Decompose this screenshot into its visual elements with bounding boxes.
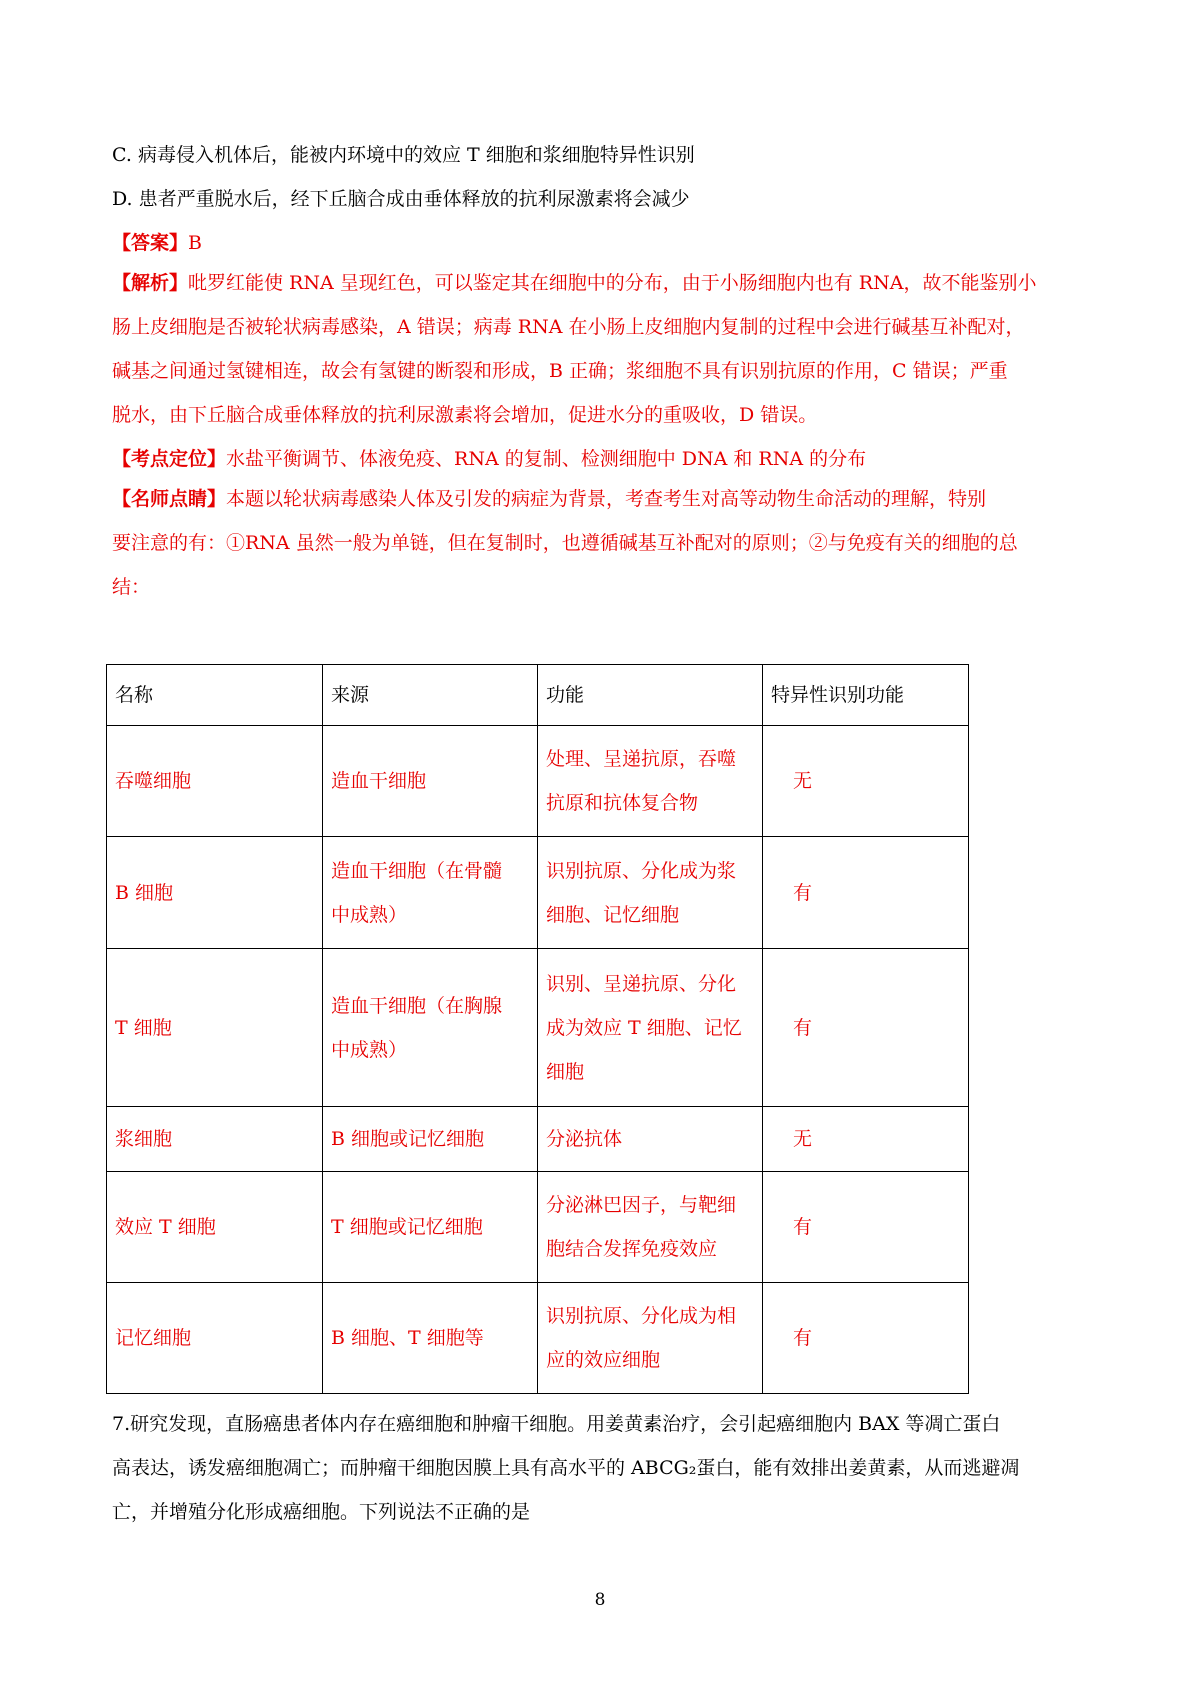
cell-source: B 细胞、T 细胞等 — [323, 1283, 538, 1394]
tips-line: 【名师点睛】本题以轮状病毒感染人体及引发的病症为背景，考查考生对高等动物生命活动的理解，特别 — [112, 488, 987, 510]
keypoint-value: 水盐平衡调节、体液免疫、RNA 的复制、检测细胞中 DNA 和 RNA 的分布 — [226, 448, 867, 470]
question-7 — [112, 1402, 1102, 1534]
analysis-line: 碱基之间通过氢键相连，故会有氢键的断裂和形成，B 正确；浆细胞不具有识别抗原的作用，C 错误；严重 — [112, 360, 1008, 382]
answer-value: B — [188, 232, 202, 254]
cell-name: 浆细胞 — [107, 1107, 323, 1172]
question-line: 亡，并增殖分化形成癌细胞。下列说法不正确的是 — [112, 1501, 531, 1523]
tips-label: 【名师点睛】 — [112, 488, 227, 510]
cell-function: 识别抗原、分化成为相 应的效应细胞 — [538, 1283, 763, 1394]
keypoint-line — [112, 446, 1102, 472]
cell-recognition: 无 — [763, 726, 969, 837]
header-name: 名称 — [107, 665, 323, 726]
question-line: 7.研究发现，直肠癌患者体内存在癌细胞和肿瘤干细胞。用姜黄素治疗，会引起癌细胞内 BAX 等凋亡蛋白 — [112, 1413, 1001, 1435]
answer-line — [112, 230, 1102, 256]
cell-recognition: 有 — [763, 1283, 969, 1394]
table-row — [107, 1172, 969, 1283]
table-row — [107, 1283, 969, 1394]
cell-name: B 细胞 — [107, 837, 323, 949]
cell-name: 吞噬细胞 — [107, 726, 323, 837]
immune-cell-table — [106, 664, 969, 1394]
cell-function: 识别抗原、分化成为浆 细胞、记忆细胞 — [538, 837, 763, 949]
cell-name: 效应 T 细胞 — [107, 1172, 323, 1283]
tips-block — [112, 477, 1102, 609]
cell-source: T 细胞或记忆细胞 — [323, 1172, 538, 1283]
cell-source: B 细胞或记忆细胞 — [323, 1107, 538, 1172]
header-recognition: 特异性识别功能 — [763, 665, 969, 726]
option-d: D. 患者严重脱水后，经下丘脑合成由垂体释放的抗利尿激素将会减少 — [112, 188, 690, 210]
analysis-line: 肠上皮细胞是否被轮状病毒感染，A 错误；病毒 RNA 在小肠上皮细胞内复制的过程中会进行碱基互补配对， — [112, 316, 1025, 338]
tips-line: 结： — [112, 576, 151, 598]
keypoint-label: 【考点定位】 — [112, 448, 227, 470]
cell-source: 造血干细胞（在骨髓 中成熟） — [323, 837, 538, 949]
cell-function: 分泌抗体 — [538, 1107, 763, 1172]
option-c: C. 病毒侵入机体后，能被内环境中的效应 T 细胞和浆细胞特异性识别 — [112, 144, 695, 166]
cell-function: 分泌淋巴因子，与靶细 胞结合发挥免疫效应 — [538, 1172, 763, 1283]
analysis-label: 【解析】 — [112, 272, 189, 294]
analysis-line: 【解析】吡罗红能使 RNA 呈现红色，可以鉴定其在细胞中的分布，由于小肠细胞内也有 RNA，故不能鉴别小 — [112, 272, 1037, 294]
table-row — [107, 837, 969, 949]
cell-name: 记忆细胞 — [107, 1283, 323, 1394]
cell-recognition: 有 — [763, 837, 969, 949]
analysis-line: 脱水，由下丘脑合成垂体释放的抗利尿激素将会增加，促进水分的重吸收，D 错误。 — [112, 404, 818, 426]
cell-name: T 细胞 — [107, 949, 323, 1107]
table-row — [107, 1107, 969, 1172]
analysis-block — [112, 261, 1102, 437]
cell-function: 处理、呈递抗原，吞噬 抗原和抗体复合物 — [538, 726, 763, 837]
question-line: 高表达，诱发癌细胞凋亡；而肿瘤干细胞因膜上具有高水平的 ABCG₂蛋白，能有效排出姜黄素，从而逃避凋 — [112, 1457, 1020, 1479]
tips-line: 要注意的有：①RNA 虽然一般为单链，但在复制时，也遵循碱基互补配对的原则；②与免疫有关的细胞的总 — [112, 532, 1018, 554]
table-row — [107, 949, 969, 1107]
cell-recognition: 有 — [763, 1172, 969, 1283]
page-number: 8 — [594, 1590, 606, 1610]
table-row — [107, 726, 969, 837]
cell-source: 造血干细胞 — [323, 726, 538, 837]
cell-recognition: 有 — [763, 949, 969, 1107]
cell-source: 造血干细胞（在胸腺 中成熟） — [323, 949, 538, 1107]
cell-recognition: 无 — [763, 1107, 969, 1172]
header-source: 来源 — [323, 665, 538, 726]
cell-function: 识别、呈递抗原、分化 成为效应 T 细胞、记忆 细胞 — [538, 949, 763, 1107]
table-header-row — [107, 665, 969, 726]
answer-label: 【答案】 — [112, 232, 189, 254]
header-function: 功能 — [538, 665, 763, 726]
